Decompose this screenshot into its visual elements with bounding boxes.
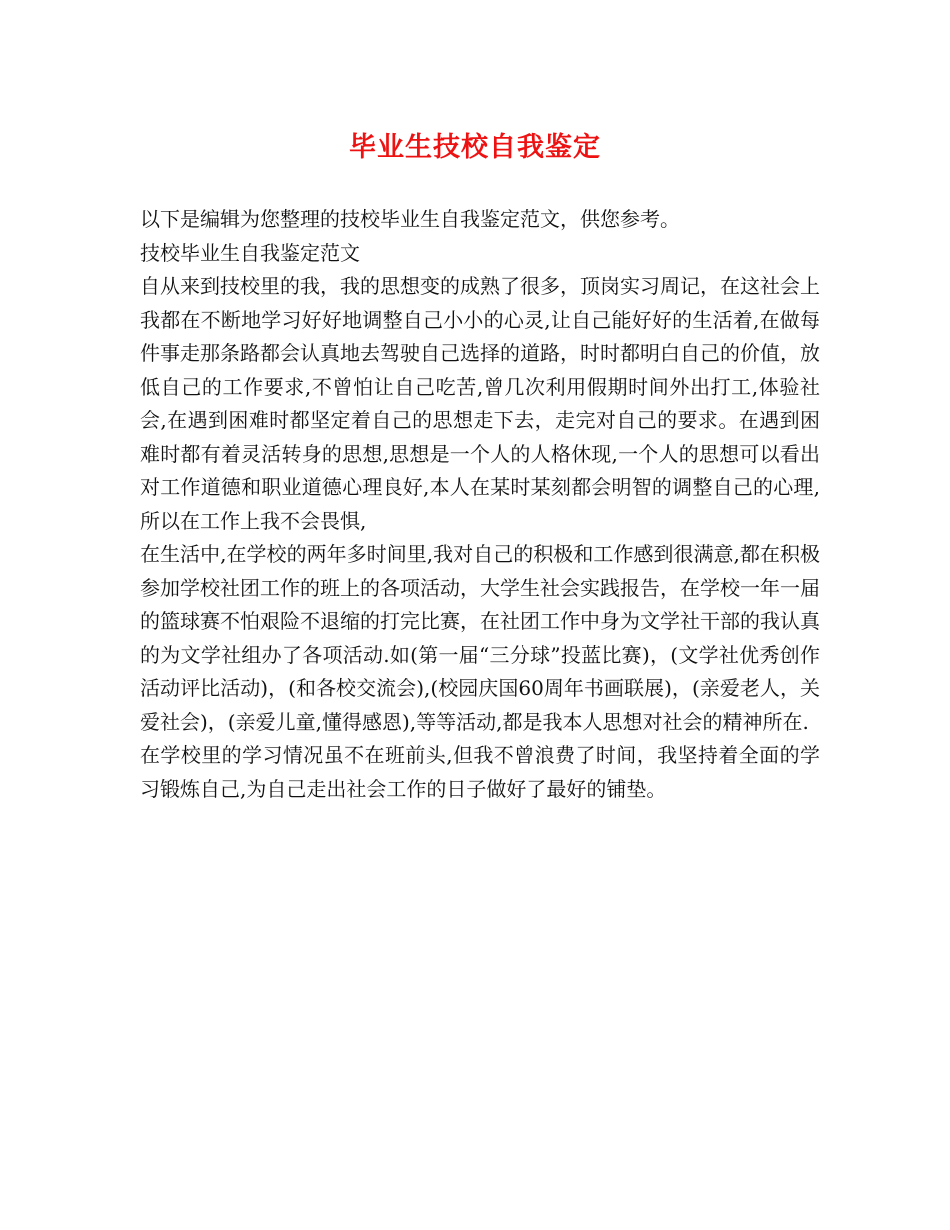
body-paragraph-3: 在学校里的学习情况虽不在班前头,但我不曾浪费了时间，我坚持着全面的学习锻炼自己,为自己走出社会工作的日子做好了最好的铺垫。: [140, 743, 820, 801]
document-body: [140, 203, 820, 806]
body-paragraph-1: 自从来到技校里的我，我的思想变的成熟了很多，顶岗实习周记，在这社会上我都在不断地学习好好地调整自己小小的心灵,让自己能好好的生活着,在做每件事走那条路都会认真地去驾驶自己选择的道路，时时都明白自己的价值，放低自己的工作要求,不曾怕让自己吃苦,曾几次利用假期时间外出打工,体验社会,在遇到困难时都坚定着自己的思想走下去，走完对自己的要求。在遇到困难时都有着灵活转身的思想,思想是一个人的人格休现,一个人的思想可以看出对工作道德和职业道德心理良好,本人在某时某刻都会明智的调整自己的心理,所以在工作上我不会畏惧,: [140, 274, 820, 533]
intro-paragraph: 以下是编辑为您整理的技校毕业生自我鉴定范文，供您参考。: [140, 207, 680, 231]
body-paragraph-2: 在生活中,在学校的两年多时间里,我对自己的积极和工作感到很满意,都在积极参加学校社团工作的班上的各项活动，大学生社会实践报告，在学校一年一届的篮球赛不怕艰险不退缩的打完比赛，在社团工作中身为文学社干部的我认真的为文学社组办了各项活动.如(第一届“三分球”投蓝比赛)，(文学社优秀创作活动评比活动)，(和各校交流会),(校园庆国60周年书画联展)，(亲爱老人，关爱社会)，(亲爱儿童,懂得感恩),等等活动,都是我本人思想对社会的精神所在.: [140, 542, 820, 734]
document-title: 毕业生技校自我鉴定: [349, 132, 601, 163]
subtitle-paragraph: 技校毕业生自我鉴定范文: [140, 240, 360, 265]
